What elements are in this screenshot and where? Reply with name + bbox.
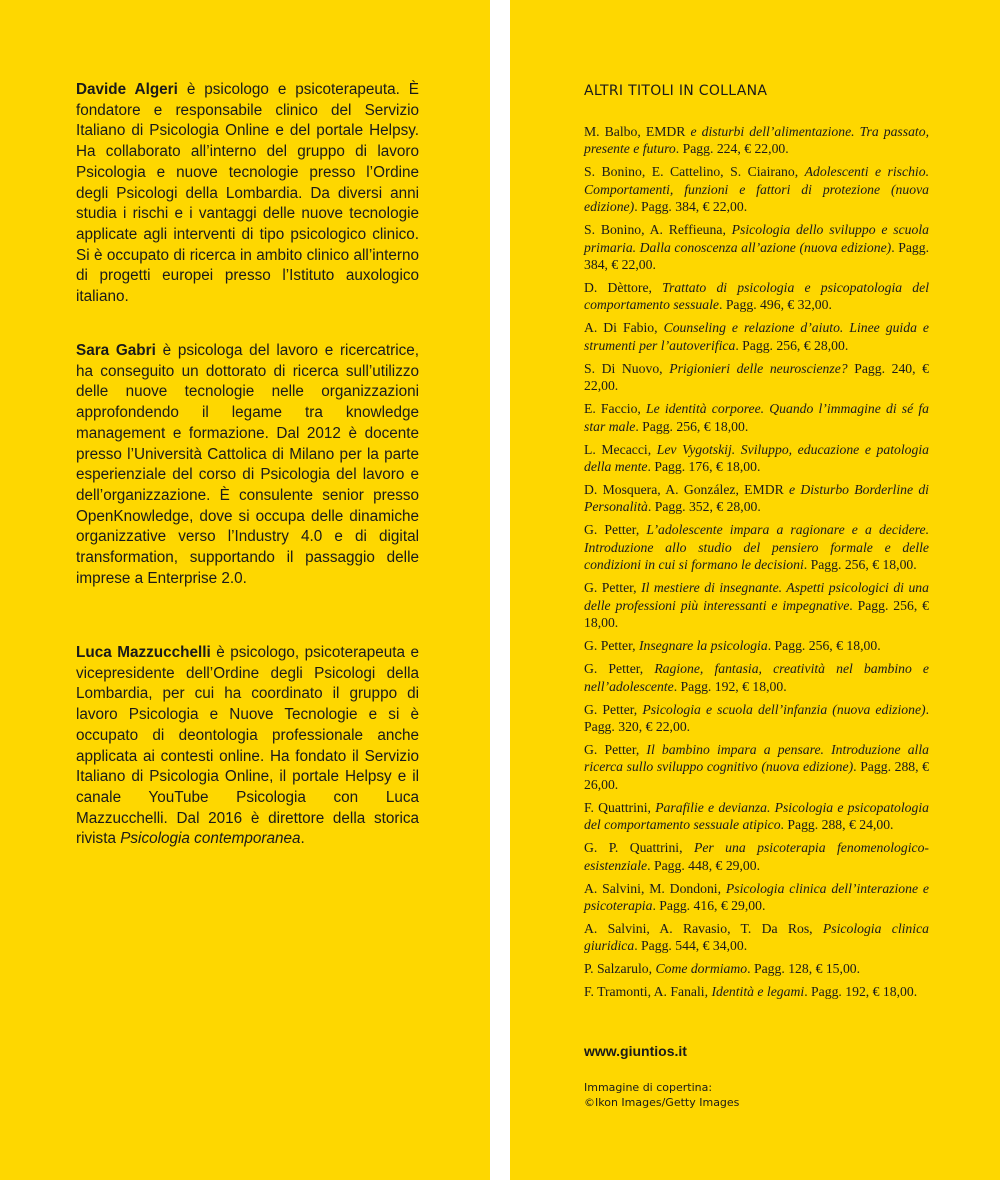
series-title-item — [584, 799, 929, 834]
title-authors: G. Petter, — [584, 638, 639, 654]
title-name: e disturbi dell’alimentazione. Tra passato, presente e futuro — [584, 124, 929, 157]
title-authors: P. Salzarulo, — [584, 961, 656, 977]
title-details: . Pagg. 128, € 15,00. — [747, 961, 861, 977]
title-authors: S. Di Nuovo, — [584, 360, 670, 376]
title-details: . Pagg. 288, € 26,00. — [584, 759, 930, 792]
series-title-item — [584, 741, 929, 793]
title-name: Parafilie e devianza. Psicologia e psicopatologia del comportamento sessuale atipico — [584, 799, 929, 833]
title-authors: A. Salvini, M. Dondoni, — [584, 880, 726, 896]
title-details: . Pagg. 176, € 18,00. — [647, 459, 761, 475]
title-authors: G. Petter, — [584, 522, 647, 538]
series-title-item — [584, 123, 929, 158]
title-details: . Pagg. 256, € 28,00. — [735, 337, 849, 353]
author-name: Davide Algeri — [76, 81, 178, 98]
title-details: Pagg. 240, € 22,00. — [584, 360, 930, 394]
series-title-item — [584, 701, 929, 736]
title-details: . Pagg. 352, € 28,00. — [647, 499, 761, 515]
title-authors: A. Salvini, A. Ravasio, T. Da Ros, — [584, 920, 823, 936]
title-name: Adolescenti e rischio. Comportamenti, funzioni e fattori di protezione (nuova edizione) — [584, 164, 930, 215]
series-title-item — [584, 279, 929, 314]
title-name: Psicologia e scuola dell’infanzia (nuova edizione) — [642, 701, 926, 717]
series-titles-list — [584, 123, 929, 1006]
title-name: Psicologia dello sviluppo e scuola primaria. Dalla conoscenza all’azione (nuova edizione) — [584, 222, 929, 255]
cover-credit-value: ©Ikon Images/Getty Images — [584, 1096, 740, 1109]
author-name: Sara Gabri — [76, 342, 156, 359]
title-details: . Pagg. 256, € 18,00. — [635, 418, 749, 434]
title-details: . Pagg. 384, € 22,00. — [634, 199, 748, 215]
title-name: Lev Vygotskij. Sviluppo, educazione e patologia della mente — [584, 441, 929, 475]
series-title-item — [584, 637, 929, 654]
series-title-item — [584, 839, 929, 874]
title-authors: L. Mecacci, — [584, 441, 657, 457]
title-details: . Pagg. 288, € 24,00. — [780, 817, 894, 833]
series-title-item — [584, 521, 929, 573]
title-name: Psicologia clinica giuridica — [584, 920, 930, 954]
series-title-item — [584, 481, 929, 516]
title-details: . Pagg. 384, € 22,00. — [584, 239, 930, 273]
title-details: . Pagg. 224, € 22,00. — [675, 141, 789, 157]
title-details: . Pagg. 496, € 32,00. — [718, 297, 832, 313]
series-title-item — [584, 441, 929, 476]
author-bio-text: è psicologa del lavoro e ricercatrice, ha conseguito un dottorato di ricerca sull’utilizzo delle nuove tecnologie nelle organizzazioni approfondendo il legame tra knowledge management e formazione. Dal 2012 è docente presso l’Università Cattolica di Milano per la parte esperienziale del corso di Psicologia del lavoro e dell’organizzazione. È consulente senior presso OpenKnowledge, dove si occupa delle dinamiche organizzative verso l’Industry 4.0 e di digital transformation, supportando il passaggio delle imprese a Enterprise 2.0. — [76, 342, 419, 587]
series-title-item — [584, 360, 929, 395]
title-authors: S. Bonino, E. Cattelino, S. Ciairano, — [584, 164, 805, 180]
title-details: . Pagg. 192, € 18,00. — [804, 984, 918, 1000]
author-bio-end: . — [300, 830, 305, 848]
title-authors: M. Balbo, EMDR — [584, 124, 691, 139]
title-details: . Pagg. 320, € 22,00. — [584, 701, 930, 734]
series-title-item — [584, 163, 929, 215]
title-authors: E. Faccio, — [584, 401, 646, 417]
title-name: Le identità corporee. Quando l’immagine di sé fa star male — [584, 401, 929, 434]
title-name: Per una psicoterapia fenomenologico-esistenziale — [584, 840, 929, 873]
title-authors: G. Petter, — [584, 661, 655, 677]
title-name: Insegnare la psicologia — [638, 638, 768, 654]
cover-credit-label: Immagine di copertina: — [584, 1081, 713, 1094]
title-details: . Pagg. 256, € 18,00. — [803, 557, 917, 573]
author-bio — [76, 643, 419, 850]
author-bio-text: è psicologo, psicoterapeuta e vicepresidente dell’Ordine degli Psicologi della Lombardia, per cui ha coordinato il gruppo di lavoro Psicologia e Nuove Tecnologie e si è occupato di deontologia professionale anche applicata ai contesti online. Ha fondato il Servizio Italiano di Psicologia Online, il portale Helpsy e il canale YouTube Psicologia con Luca Mazzucchelli. Dal 2016 è direttore della storica rivista — [76, 644, 419, 848]
title-details: . Pagg. 256, € 18,00. — [584, 597, 929, 631]
title-authors: D. Dèttore, — [584, 280, 663, 296]
title-name: Identità e legami — [711, 984, 805, 1000]
series-title-item — [584, 983, 929, 1000]
title-authors: G. Petter, — [584, 580, 642, 596]
author-bio-text: è psicologo e psicoterapeuta. È fondatore e responsabile clinico del Servizio Italiano di Psicologia Online e del portale Helpsy. Ha collaborato all’interno del gruppo di lavoro Psicologia e nuove tecnologie presso l’Ordine degli Psicologi della Lombardia. Da diversi anni studia i rischi e i vantaggi delle nuove tecnologie applicate agli interventi di tipo psicologico clinico. Si è occupato di ricerca in ambito clinico all’interno di progetti europei presso l’Istituto auxologico italiano. — [76, 81, 419, 306]
series-title-item — [584, 920, 929, 955]
title-name: L’adolescente impara a ragionare e a decidere. Introduzione allo studio del pensiero formale e delle condizioni in cui si formano le decisioni — [584, 522, 929, 573]
title-details: . Pagg. 448, € 29,00. — [647, 857, 761, 873]
series-title-item — [584, 960, 929, 977]
title-name: e Disturbo Borderline di Personalità — [584, 482, 929, 515]
title-details: . Pagg. 544, € 34,00. — [634, 938, 748, 954]
title-authors: F. Tramonti, A. Fanali, — [584, 984, 712, 1000]
author-bio — [76, 341, 419, 589]
publisher-website[interactable]: www.giuntios.it — [584, 1043, 687, 1059]
title-details: . Pagg. 416, € 29,00. — [652, 897, 766, 913]
title-name: Come dormiamo — [655, 961, 748, 977]
title-authors: G. Petter, — [584, 741, 647, 757]
title-name: Il mestiere di insegnante. Aspetti psicologici di una delle professioni più interessanti e impegnative — [584, 580, 929, 613]
title-name: Il bambino impara a pensare. Introduzione alla ricerca sullo sviluppo cognitivo (nuova edizione) — [584, 741, 929, 775]
series-title-item — [584, 400, 929, 435]
title-authors: F. Quattrini, — [584, 799, 656, 815]
author-name: Luca Mazzucchelli — [76, 644, 211, 661]
title-details: . Pagg. 192, € 18,00. — [673, 678, 787, 694]
series-heading: ALTRI TITOLI IN COLLANA — [584, 83, 768, 99]
left-flap — [0, 0, 490, 1180]
title-authors: S. Bonino, A. Reffieuna, — [584, 222, 732, 238]
cover-credit — [584, 1080, 844, 1110]
journal-title: Psicologia contemporanea — [120, 830, 301, 848]
author-bio — [76, 80, 419, 308]
series-title-item — [584, 660, 929, 695]
series-title-item — [584, 319, 929, 354]
title-details: . Pagg. 256, € 18,00. — [767, 638, 881, 654]
title-name: Ragione, fantasia, creatività nel bambino e nell’adolescente — [584, 661, 930, 694]
title-name: Psicologia clinica dell’interazione e psicoterapia — [584, 880, 929, 913]
title-authors: G. Petter, — [584, 701, 643, 717]
title-authors: A. Di Fabio, — [584, 320, 664, 336]
title-name: Prigionieri delle neuroscienze? — [669, 360, 848, 376]
title-authors: G. P. Quattrini, — [584, 840, 694, 856]
series-title-item — [584, 880, 929, 915]
series-title-item — [584, 221, 929, 273]
title-name: Counseling e relazione d’aiuto. Linee guida e strumenti per l’autoverifica — [584, 320, 929, 353]
title-authors: D. Mosquera, A. González, EMDR — [584, 482, 789, 498]
series-title-item — [584, 579, 929, 631]
title-name: Trattato di psicologia e psicopatologia del comportamento sessuale — [584, 280, 929, 313]
